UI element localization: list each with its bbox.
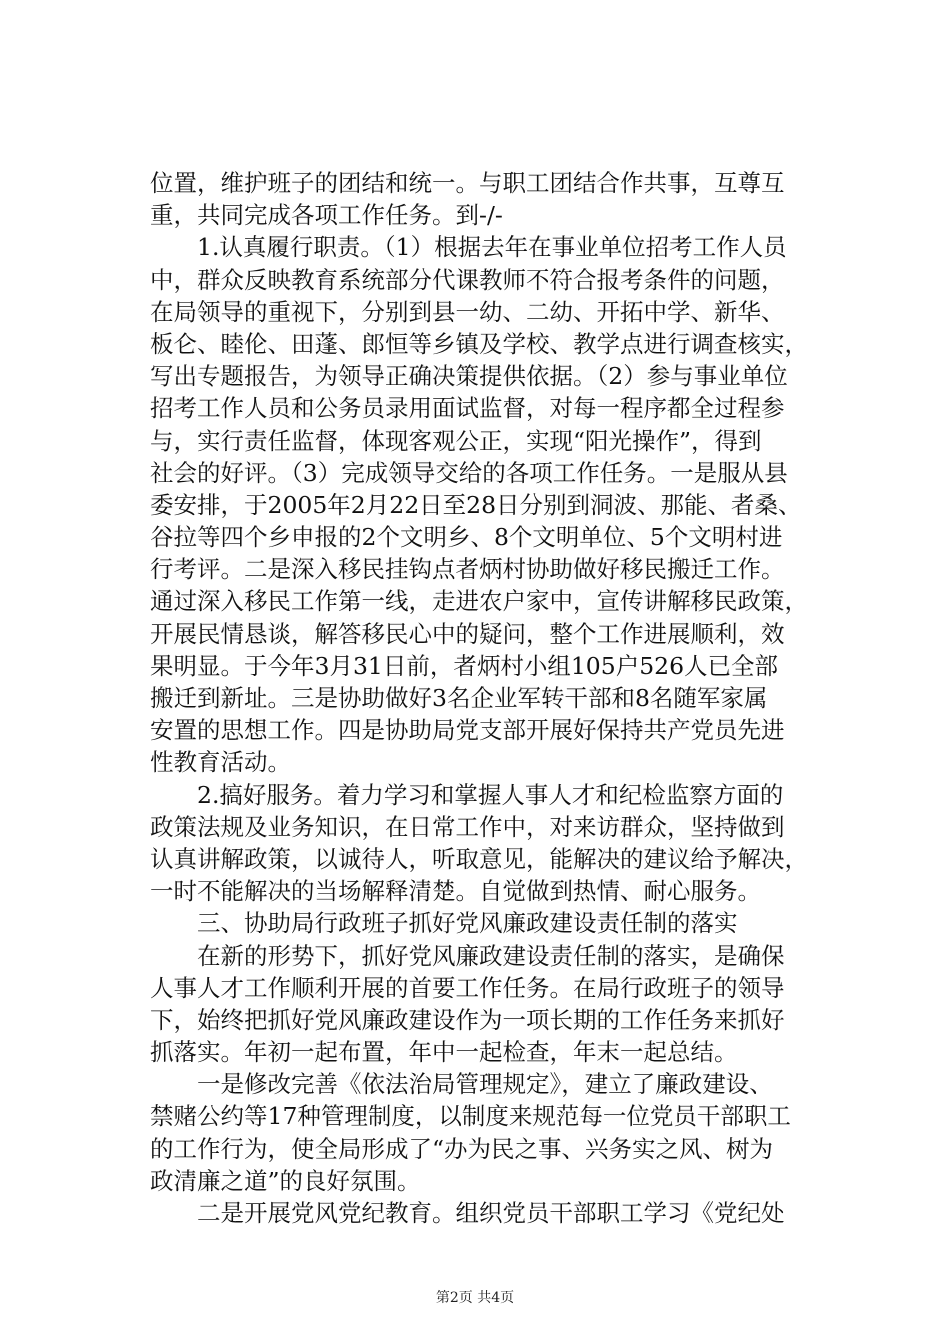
text-line: 一是修改完善《依法治局管理规定》，建立了廉政建设、 — [150, 1070, 773, 1099]
text-line: 禁赌公约等17种管理制度，以制度来规范每一位党员干部职工 — [150, 1102, 791, 1131]
page-footer: 第2页 共4页 — [435, 1290, 515, 1306]
text-line: 谷拉等四个乡申报的2个文明乡、8个文明单位、5个文明村进 — [150, 523, 783, 552]
text-line: 的工作行为，使全局形成了“办为民之事、兴务实之风、树为 — [150, 1134, 774, 1163]
text-line: 政清廉之道”的良好氛围。 — [150, 1166, 421, 1195]
text-line: 重，共同完成各项工作任务。到-/- — [150, 201, 503, 230]
text-line: 下，始终把抓好党风廉政建设作为一项长期的工作任务来抓好 — [150, 1005, 785, 1034]
text-line: 1.认真履行职责。（1）根据去年在事业单位招考工作人员 — [150, 233, 787, 262]
text-line: 板仑、睦伦、田蓬、郎恒等乡镇及学校、教学点进行调查核实， — [150, 329, 808, 358]
text-line: 中，群众反映教育系统部分代课教师不符合报考条件的问题， — [150, 265, 785, 294]
text-line: 一时不能解决的当场解释清楚。自觉做到热情、耐心服务。 — [150, 877, 761, 906]
text-line: 开展民情恳谈，解答移民心中的疑问，整个工作进展顺利，效 — [150, 619, 785, 648]
text-line: 政策法规及业务知识，在日常工作中，对来访群众，坚持做到 — [150, 812, 785, 841]
text-line: 在新的形势下，抓好党风廉政建设责任制的落实，是确保 — [150, 941, 785, 970]
text-line: 安置的思想工作。四是协助局党支部开展好保持共产党员先进 — [150, 716, 785, 745]
text-line: 2.搞好服务。着力学习和掌握人事人才和纪检监察方面的 — [150, 780, 784, 809]
text-line: 二是开展党风党纪教育。组织党员干部职工学习《党纪处 — [150, 1199, 785, 1227]
text-line: 位置，维护班子的团结和统一。与职工团结合作共事，互尊互 — [150, 169, 785, 197]
text-line: 行考评。二是深入移民挂钩点者炳村协助做好移民搬迁工作。 — [150, 555, 785, 584]
text-line: 委安排，于2005年2月22日至28日分别到洞波、那能、者桑、 — [150, 490, 802, 519]
body-text — [150, 167, 814, 1229]
text-line: 与，实行责任监督，体现客观公正，实现“阳光操作”，得到 — [150, 426, 762, 455]
text-line: 认真讲解政策，以诚待人，听取意见，能解决的建议给予解决， — [150, 844, 808, 873]
text-line: 招考工作人员和公务员录用面试监督，对每一程序都全过程参 — [150, 394, 785, 423]
text-line: 人事人才工作顺利开展的首要工作任务。在局行政班子的领导 — [150, 973, 785, 1002]
text-line: 写出专题报告，为领导正确决策提供依据。（2）参与事业单位 — [150, 362, 788, 391]
text-line: 三、协助局行政班子抓好党风廉政建设责任制的落实 — [150, 909, 738, 938]
text-line: 社会的好评。（3）完成领导交给的各项工作任务。一是服从县 — [150, 458, 788, 487]
text-line: 抓落实。年初一起布置，年中一起检查，年末一起总结。 — [150, 1038, 738, 1067]
text-line: 搬迁到新址。三是协助做好3名企业军转干部和8名随军家属 — [150, 684, 768, 712]
text-line: 通过深入移民工作第一线，走进农户家中，宣传讲解移民政策， — [150, 587, 808, 616]
text-line: 性教育活动。 — [150, 748, 291, 777]
text-line: 在局领导的重视下，分别到县一幼、二幼、开拓中学、新华、 — [150, 297, 785, 326]
text-line: 果明显。于今年3月31日前，者炳村小组105户526人已全部 — [150, 651, 779, 680]
